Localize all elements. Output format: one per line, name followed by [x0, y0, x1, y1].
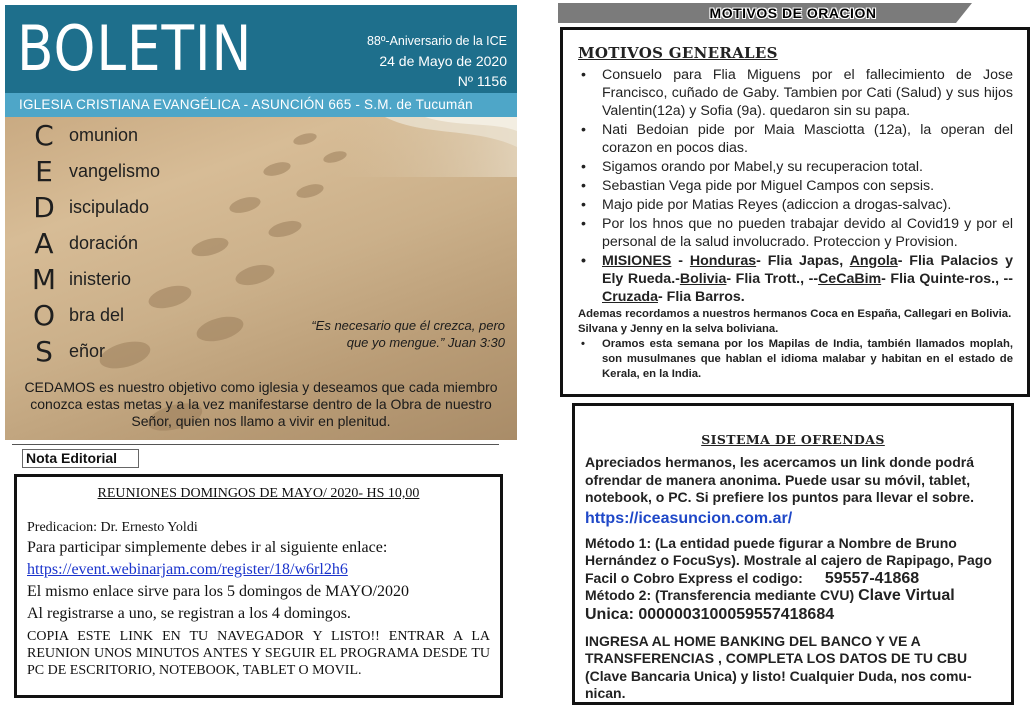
motivos-banner	[558, 3, 1026, 23]
header-info	[367, 31, 507, 91]
misiones-text: - Flia Trott., --	[726, 271, 819, 287]
issue-date: 24 de Mayo de 2020	[379, 53, 507, 69]
acrostic-letter: S	[35, 335, 53, 368]
anniversary-text: 88º-Aniversario de la ICE	[366, 34, 507, 48]
mismo-enlace-text: El mismo enlace sirve para los 5 domingos de MAYO/2020	[27, 583, 410, 600]
instrucciones-text: COPIA ESTE LINK EN TU NAVEGADOR Y LISTO!! ENTRAR A LA REUNION UNOS MINUTOS ANTES Y SEGUIR EL PROGRAMA DESDE TU PC DE ESCRITORIO, NOTEBOOK, TABLET O MOVIL.	[27, 629, 490, 678]
predicacion-text: Predicacion: Dr. Ernesto Yoldi	[27, 520, 198, 535]
org-cruzada: Cruzada	[602, 289, 658, 305]
acrostic-word: doración	[69, 233, 139, 253]
acrostic-letter: A	[34, 227, 54, 260]
acrostic-word: vangelismo	[69, 161, 161, 181]
misiones-text: - Flia Japas,	[756, 253, 850, 269]
reuniones-title: REUNIONES DOMINGOS DE MAYO/ 2020- HS 10,00	[97, 486, 420, 501]
acrostic-letter: M	[31, 263, 57, 296]
misiones-text: - Flia Palacios y Ely Rueda.-	[602, 253, 1013, 287]
acrostic-word: bra del	[69, 305, 125, 325]
acrostic-letter: C	[34, 119, 54, 152]
ofrendas-url[interactable]: https://iceasuncion.com.ar/	[585, 509, 793, 527]
motivos-list	[578, 66, 1013, 306]
motivos-banner-text: MOTIVOS DE ORACION	[709, 5, 877, 21]
cedamos-caption: CEDAMOS es nuestro objetivo como iglesia y deseamos que cada miembro conozca estas metas y a la vez manifestarse dentro de la Obra de nuestro Señor, quien nos llamo a vivir en plenitud.	[24, 379, 498, 429]
misiones-text: - Flia Barros.	[657, 289, 745, 305]
quote-line: “Es necesario que él crezca, pero	[311, 318, 505, 333]
mapilas-list	[578, 337, 1013, 382]
list-item: • Sebastian Vega pide por Miguel Campos con sepsis.	[578, 177, 1013, 195]
ofrendas-intro: Apreciados hermanos, les acercamos un link donde podrá ofrendar de manera anonima. Puede usar su móvil, tablet, notebook, o PC. Si prefiere los puntos para llevar el sobre.	[585, 454, 975, 505]
registrarse-text: Al registrarse a uno, se registran a los 4 domingos.	[27, 605, 351, 622]
divider	[12, 444, 499, 445]
issue-number: Nº 1156	[457, 73, 507, 89]
webinar-link[interactable]: https://event.webinarjam.com/register/18/w6rl2h6	[27, 561, 348, 578]
beach-footprints-image	[5, 117, 517, 440]
list-item: • Sigamos orando por Mabel,y su recuperacion total.	[578, 158, 1013, 176]
acrostic-letter: E	[35, 155, 53, 188]
motivos-box	[560, 27, 1030, 397]
ofrendas-title: SISTEMA DE OFRENDAS	[701, 432, 885, 447]
acrostic-letter: O	[32, 299, 56, 332]
header-banner	[5, 5, 517, 93]
church-address: IGLESIA CRISTIANA EVANGÉLICA - ASUNCIÓN 665 - S.M. de Tucumán	[5, 93, 517, 117]
list-item: • Oramos esta semana por los Mapilas de India, también llamados moplah, son musulmanes que hablan el idioma malabar y habitan en el estado de Kerala, en la India.	[578, 337, 1013, 382]
acrostic-word: inisterio	[69, 269, 132, 289]
clave-unica: Unica: 0000003100059557418684	[585, 605, 835, 623]
list-item: • Por los hnos que no pueden trabajar devido al Covid19 y por el personal de la salud involucrado. Proteccion y Provision.	[578, 215, 1013, 251]
org-cecabim: CeCaBim	[818, 271, 882, 287]
metodo1-desc: Método 1: (La entidad puede figurar a Nombre de Bruno Hernández o FocuSys). Mostrale al cajero de Rapipago, Pago Facil o Cobro Express el codigo:	[585, 534, 992, 586]
misiones-label: MISIONES	[602, 253, 672, 269]
acrostic-word: omunion	[69, 125, 139, 145]
list-item: • Majo pide por Matias Reyes (adiccion a drogas-salvac).	[578, 196, 1013, 214]
list-item: • Nati Bedoian pide por Maia Masciotta (12a), la operan del corazon en pocos dias.	[578, 121, 1013, 157]
misiones-text: - Flia Quinte-ros., --	[881, 271, 1013, 287]
misiones-item: • MISIONES - Honduras- Flia Japas, Angola- Flia Palacios y Ely Rueda.-Bolivia- Flia Trott., --CeCaBim- Flia Quinte-ros., --Cruzada- Flia Barros.	[578, 252, 1013, 306]
home-banking-text: INGRESA AL HOME BANKING DEL BANCO Y VE A TRANSFERENCIAS , COMPLETA LOS DATOS DE TU CBU (Clave Bancaria Unica) y listo! Cualquier Duda, nos comu-nican.	[585, 632, 972, 701]
country-honduras: Honduras	[689, 253, 757, 269]
clave-virtual-label: Clave Virtual	[858, 587, 955, 604]
metodo1-text	[585, 535, 1001, 588]
ofrendas-box	[572, 403, 1014, 705]
ademas-text: Ademas recordamos a nuestros hermanos Coca en España, Callegari en Bolivia. Silvana y Jenny en la selva boliviana.	[578, 308, 1012, 335]
nota-editorial-label: Nota Editorial	[22, 449, 139, 468]
quote-line: que yo mengue.” Juan 3:30	[346, 335, 505, 350]
country-bolivia: Bolivia	[679, 271, 727, 287]
metodo2-text	[585, 587, 1001, 605]
acrostic-word: eñor	[69, 341, 106, 361]
list-item: • Consuelo para Flia Miguens por el fallecimiento de Jose Francisco, cuñado de Gaby. Tambien por Cati (Salud) y sus hijos Valentin(12a) y Sofia (9a). quedaron sin su papa.	[578, 66, 1013, 120]
motivos-generales-title: MOTIVOS GENERALES	[578, 44, 778, 62]
acrostic-letter: D	[33, 191, 55, 224]
banner-label	[558, 3, 1028, 23]
country-angola: Angola	[849, 253, 898, 269]
bulletin-title: BOLETIN	[17, 12, 253, 85]
metodo2-desc: Método 2: (Transferencia mediante CVU)	[585, 587, 855, 603]
participar-text: Para participar simplemente debes ir al siguiente enlace:	[27, 539, 388, 556]
reuniones-box	[14, 474, 503, 698]
pago-codigo: 59557-41868	[824, 569, 920, 587]
acrostic-word: iscipulado	[69, 197, 150, 217]
bible-quote	[311, 317, 505, 351]
